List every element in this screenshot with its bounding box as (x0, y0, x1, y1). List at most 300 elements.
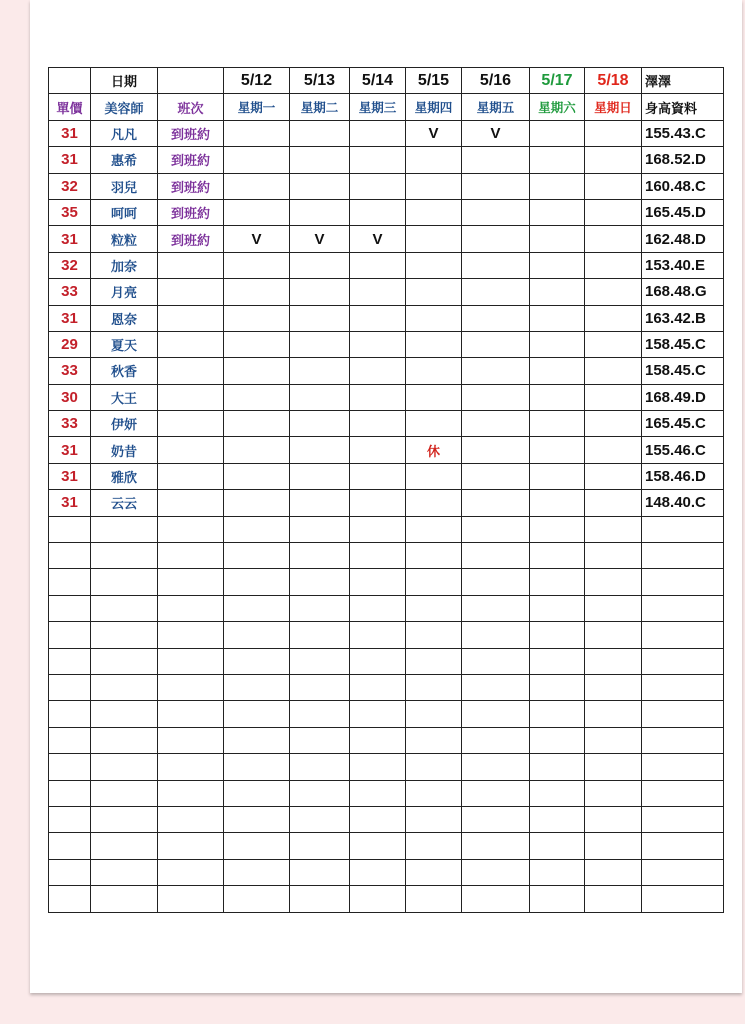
price-cell: 35 (49, 199, 91, 225)
table-row (49, 199, 724, 225)
mark-cell (290, 516, 350, 542)
mark-cell (290, 833, 350, 859)
mark-cell (406, 384, 462, 410)
mark-cell (350, 754, 406, 780)
price-cell: 32 (49, 173, 91, 199)
mark-cell (224, 120, 290, 146)
mark-cell (530, 331, 585, 357)
staff-name-cell: 月亮 (91, 279, 158, 305)
mark-cell (585, 674, 642, 700)
staff-name-cell (91, 780, 158, 806)
mark-cell (406, 595, 462, 621)
mark-cell (530, 305, 585, 331)
mark-cell (585, 569, 642, 595)
mark-cell (406, 463, 462, 489)
empty-row (49, 806, 724, 832)
mark-cell (462, 648, 530, 674)
shift-cell: 到班約 (158, 199, 224, 225)
mark-cell (530, 516, 585, 542)
empty-row (49, 859, 724, 885)
mark-cell (530, 780, 585, 806)
price-cell (49, 543, 91, 569)
staff-name-cell (91, 701, 158, 727)
mark-cell (350, 727, 406, 753)
price-cell (49, 569, 91, 595)
table-row (49, 411, 724, 437)
staff-name-cell: 大王 (91, 384, 158, 410)
mark-cell (585, 595, 642, 621)
shift-cell: 到班約 (158, 173, 224, 199)
mark-cell (224, 833, 290, 859)
mark-cell (290, 754, 350, 780)
mark-cell (530, 226, 585, 252)
mark-cell (462, 463, 530, 489)
mark-cell (585, 622, 642, 648)
empty-row (49, 648, 724, 674)
date-label: 日期 (91, 68, 158, 94)
mark-cell (224, 173, 290, 199)
mark-cell (290, 806, 350, 832)
empty-row (49, 727, 724, 753)
weekday-cell: 星期六 (530, 94, 585, 120)
height-cell: 153.40.E (642, 252, 724, 278)
mark-cell (462, 595, 530, 621)
mark-cell (224, 384, 290, 410)
mark-cell (290, 463, 350, 489)
table-row (49, 226, 724, 252)
mark-cell (585, 305, 642, 331)
shift-cell (158, 833, 224, 859)
shift-cell: 到班約 (158, 226, 224, 252)
mark-cell (585, 331, 642, 357)
mark-cell (462, 252, 530, 278)
staff-name-cell (91, 569, 158, 595)
staff-name-cell: 雅欣 (91, 463, 158, 489)
mark-cell (406, 226, 462, 252)
mark-cell (290, 543, 350, 569)
table-row (49, 384, 724, 410)
shift-cell (158, 727, 224, 753)
shift-cell (158, 780, 224, 806)
table-row (49, 279, 724, 305)
extra-title: 澤澤 (642, 68, 724, 94)
mark-cell (224, 199, 290, 225)
mark-cell (406, 331, 462, 357)
shift-cell (158, 437, 224, 463)
empty-row (49, 833, 724, 859)
mark-cell (350, 437, 406, 463)
mark-cell (350, 463, 406, 489)
mark-cell (462, 516, 530, 542)
empty-row (49, 701, 724, 727)
mark-cell (530, 147, 585, 173)
mark-cell (462, 806, 530, 832)
price-cell: 31 (49, 463, 91, 489)
mark-cell (585, 886, 642, 912)
staff-name-cell: 粒粒 (91, 226, 158, 252)
mark-cell (224, 252, 290, 278)
height-cell (642, 886, 724, 912)
shift-cell (158, 490, 224, 516)
mark-cell (406, 833, 462, 859)
mark-cell (462, 437, 530, 463)
mark-cell (462, 674, 530, 700)
mark-cell (530, 120, 585, 146)
mark-cell (290, 569, 350, 595)
height-cell (642, 780, 724, 806)
height-cell (642, 701, 724, 727)
staff-name-cell (91, 648, 158, 674)
mark-cell (290, 173, 350, 199)
mark-cell (585, 833, 642, 859)
mark-cell (462, 358, 530, 384)
mark-cell (224, 516, 290, 542)
shift-cell (158, 331, 224, 357)
mark-cell (462, 490, 530, 516)
mark-cell (224, 543, 290, 569)
mark-cell (585, 199, 642, 225)
empty-row (49, 569, 724, 595)
height-cell: 162.48.D (642, 226, 724, 252)
mark-cell (350, 411, 406, 437)
mark-cell (462, 727, 530, 753)
mark-cell (585, 437, 642, 463)
height-cell: 155.43.C (642, 120, 724, 146)
mark-cell (530, 886, 585, 912)
mark-cell (350, 622, 406, 648)
staff-name-cell (91, 833, 158, 859)
mark-cell (406, 727, 462, 753)
mark-cell: V (224, 226, 290, 252)
table-row (49, 173, 724, 199)
price-cell (49, 516, 91, 542)
height-cell: 160.48.C (642, 173, 724, 199)
weekday-cell: 星期日 (585, 94, 642, 120)
table-row (49, 331, 724, 357)
mark-cell (224, 727, 290, 753)
staff-name-cell: 加奈 (91, 252, 158, 278)
mark-cell: V (350, 226, 406, 252)
price-cell: 31 (49, 120, 91, 146)
mark-cell (224, 147, 290, 173)
mark-cell (350, 886, 406, 912)
height-cell (642, 833, 724, 859)
price-cell: 32 (49, 252, 91, 278)
shift-cell (158, 252, 224, 278)
staff-name-cell (91, 674, 158, 700)
mark-cell (350, 701, 406, 727)
mark-cell (224, 780, 290, 806)
mark-cell (585, 648, 642, 674)
staff-name-cell (91, 595, 158, 621)
mark-cell (290, 674, 350, 700)
shift-label: 班次 (158, 94, 224, 120)
mark-cell (530, 806, 585, 832)
mark-cell (462, 226, 530, 252)
mark-cell (224, 806, 290, 832)
mark-cell (350, 252, 406, 278)
empty-row (49, 780, 724, 806)
mark-cell (406, 701, 462, 727)
mark-cell (350, 516, 406, 542)
mark-cell (290, 120, 350, 146)
staff-name-cell: 恩奈 (91, 305, 158, 331)
mark-cell (530, 199, 585, 225)
mark-cell (585, 727, 642, 753)
mark-cell (290, 701, 350, 727)
mark-cell (224, 437, 290, 463)
staff-name-cell (91, 859, 158, 885)
table-row (49, 147, 724, 173)
blank-header-cell (49, 68, 91, 94)
mark-cell (290, 305, 350, 331)
staff-name-cell (91, 806, 158, 832)
mark-cell (462, 833, 530, 859)
mark-cell (585, 543, 642, 569)
mark-cell (462, 173, 530, 199)
staff-name-cell: 奶昔 (91, 437, 158, 463)
mark-cell (462, 543, 530, 569)
price-cell (49, 886, 91, 912)
height-cell (642, 595, 724, 621)
mark-cell (224, 331, 290, 357)
staff-label: 美容師 (91, 94, 158, 120)
mark-cell (585, 411, 642, 437)
weekday-cell: 星期三 (350, 94, 406, 120)
mark-cell (530, 252, 585, 278)
mark-cell (406, 674, 462, 700)
shift-cell (158, 569, 224, 595)
weekday-cell: 星期五 (462, 94, 530, 120)
weekday-header-row (49, 94, 724, 120)
mark-cell (406, 252, 462, 278)
mark-cell (290, 727, 350, 753)
table-row (49, 305, 724, 331)
mark-cell (290, 780, 350, 806)
mark-cell (462, 305, 530, 331)
mark-cell (350, 384, 406, 410)
price-cell (49, 622, 91, 648)
price-cell: 31 (49, 437, 91, 463)
price-cell (49, 595, 91, 621)
shift-cell (158, 595, 224, 621)
mark-cell (530, 648, 585, 674)
date-cell: 5/16 (462, 68, 530, 94)
mark-cell (462, 199, 530, 225)
mark-cell (585, 859, 642, 885)
mark-cell (530, 463, 585, 489)
height-cell: 165.45.C (642, 411, 724, 437)
mark-cell (290, 622, 350, 648)
mark-cell (290, 886, 350, 912)
blank-header-cell (158, 68, 224, 94)
empty-row (49, 622, 724, 648)
mark-cell (530, 754, 585, 780)
mark-cell: V (290, 226, 350, 252)
price-cell (49, 833, 91, 859)
mark-cell (406, 490, 462, 516)
shift-cell (158, 701, 224, 727)
shift-cell (158, 279, 224, 305)
shift-cell (158, 648, 224, 674)
price-cell (49, 780, 91, 806)
price-cell (49, 754, 91, 780)
height-cell (642, 648, 724, 674)
mark-cell (585, 516, 642, 542)
mark-cell (224, 754, 290, 780)
mark-cell (350, 331, 406, 357)
mark-cell (585, 358, 642, 384)
staff-name-cell (91, 516, 158, 542)
staff-name-cell: 云云 (91, 490, 158, 516)
height-cell (642, 516, 724, 542)
mark-cell (406, 780, 462, 806)
shift-cell (158, 754, 224, 780)
mark-cell (530, 833, 585, 859)
height-cell: 158.45.C (642, 331, 724, 357)
date-cell: 5/13 (290, 68, 350, 94)
mark-cell (406, 859, 462, 885)
height-cell: 168.49.D (642, 384, 724, 410)
price-cell: 29 (49, 331, 91, 357)
staff-name-cell: 伊妍 (91, 411, 158, 437)
height-cell: 168.48.G (642, 279, 724, 305)
mark-cell (462, 701, 530, 727)
height-cell (642, 806, 724, 832)
table-row (49, 252, 724, 278)
date-header-row (49, 68, 724, 94)
mark-cell (406, 543, 462, 569)
mark-cell (585, 384, 642, 410)
mark-cell (585, 279, 642, 305)
mark-cell (350, 595, 406, 621)
mark-cell (530, 569, 585, 595)
mark-cell (350, 806, 406, 832)
mark-cell (406, 279, 462, 305)
mark-cell (224, 886, 290, 912)
mark-cell (585, 701, 642, 727)
mark-cell (530, 595, 585, 621)
mark-cell (406, 806, 462, 832)
mark-cell (530, 173, 585, 199)
height-cell (642, 569, 724, 595)
table-row (49, 437, 724, 463)
weekday-cell: 星期四 (406, 94, 462, 120)
shift-cell: 到班約 (158, 147, 224, 173)
price-cell: 31 (49, 305, 91, 331)
height-cell: 155.46.C (642, 437, 724, 463)
mark-cell (530, 701, 585, 727)
mark-cell (406, 411, 462, 437)
mark-cell (350, 780, 406, 806)
staff-name-cell (91, 622, 158, 648)
mark-cell: V (406, 120, 462, 146)
mark-cell (530, 384, 585, 410)
staff-name-cell (91, 543, 158, 569)
schedule-table (48, 67, 724, 913)
mark-cell (585, 120, 642, 146)
shift-cell (158, 463, 224, 489)
height-cell: 168.52.D (642, 147, 724, 173)
mark-cell (224, 595, 290, 621)
staff-name-cell (91, 886, 158, 912)
mark-cell (290, 490, 350, 516)
height-cell (642, 622, 724, 648)
mark-cell (290, 384, 350, 410)
mark-cell (585, 463, 642, 489)
height-cell: 158.46.D (642, 463, 724, 489)
shift-cell (158, 305, 224, 331)
table-row (49, 120, 724, 146)
shift-cell (158, 411, 224, 437)
height-cell (642, 754, 724, 780)
mark-cell (462, 384, 530, 410)
mark-cell (224, 674, 290, 700)
shift-cell (158, 674, 224, 700)
mark-cell (585, 806, 642, 832)
weekday-cell: 星期二 (290, 94, 350, 120)
price-cell: 31 (49, 226, 91, 252)
mark-cell (224, 358, 290, 384)
mark-cell (350, 543, 406, 569)
empty-row (49, 674, 724, 700)
mark-cell (406, 648, 462, 674)
shift-cell (158, 516, 224, 542)
mark-cell (290, 199, 350, 225)
height-cell: 165.45.D (642, 199, 724, 225)
mark-cell (350, 147, 406, 173)
mark-cell (224, 305, 290, 331)
mark-cell (406, 622, 462, 648)
date-cell: 5/15 (406, 68, 462, 94)
date-cell: 5/14 (350, 68, 406, 94)
mark-cell (462, 780, 530, 806)
price-cell: 31 (49, 490, 91, 516)
mark-cell (406, 147, 462, 173)
staff-name-cell: 羽兒 (91, 173, 158, 199)
staff-name-cell: 凡凡 (91, 120, 158, 146)
height-cell (642, 674, 724, 700)
mark-cell (462, 147, 530, 173)
mark-cell (462, 569, 530, 595)
mark-cell (406, 173, 462, 199)
mark-cell (350, 674, 406, 700)
staff-name-cell: 秋香 (91, 358, 158, 384)
mark-cell (290, 358, 350, 384)
mark-cell (462, 411, 530, 437)
mark-cell (290, 595, 350, 621)
shift-cell (158, 886, 224, 912)
mark-cell (224, 701, 290, 727)
height-cell (642, 859, 724, 885)
mark-cell (585, 173, 642, 199)
mark-cell (530, 490, 585, 516)
mark-cell (224, 411, 290, 437)
mark-cell (350, 358, 406, 384)
height-cell: 163.42.B (642, 305, 724, 331)
price-cell: 33 (49, 279, 91, 305)
mark-cell (290, 411, 350, 437)
mark-cell (406, 754, 462, 780)
mark-cell (350, 279, 406, 305)
mark-cell (406, 358, 462, 384)
mark-cell (585, 147, 642, 173)
mark-cell (350, 859, 406, 885)
mark-cell (290, 331, 350, 357)
mark-cell (530, 859, 585, 885)
staff-name-cell: 呵呵 (91, 199, 158, 225)
empty-row (49, 754, 724, 780)
